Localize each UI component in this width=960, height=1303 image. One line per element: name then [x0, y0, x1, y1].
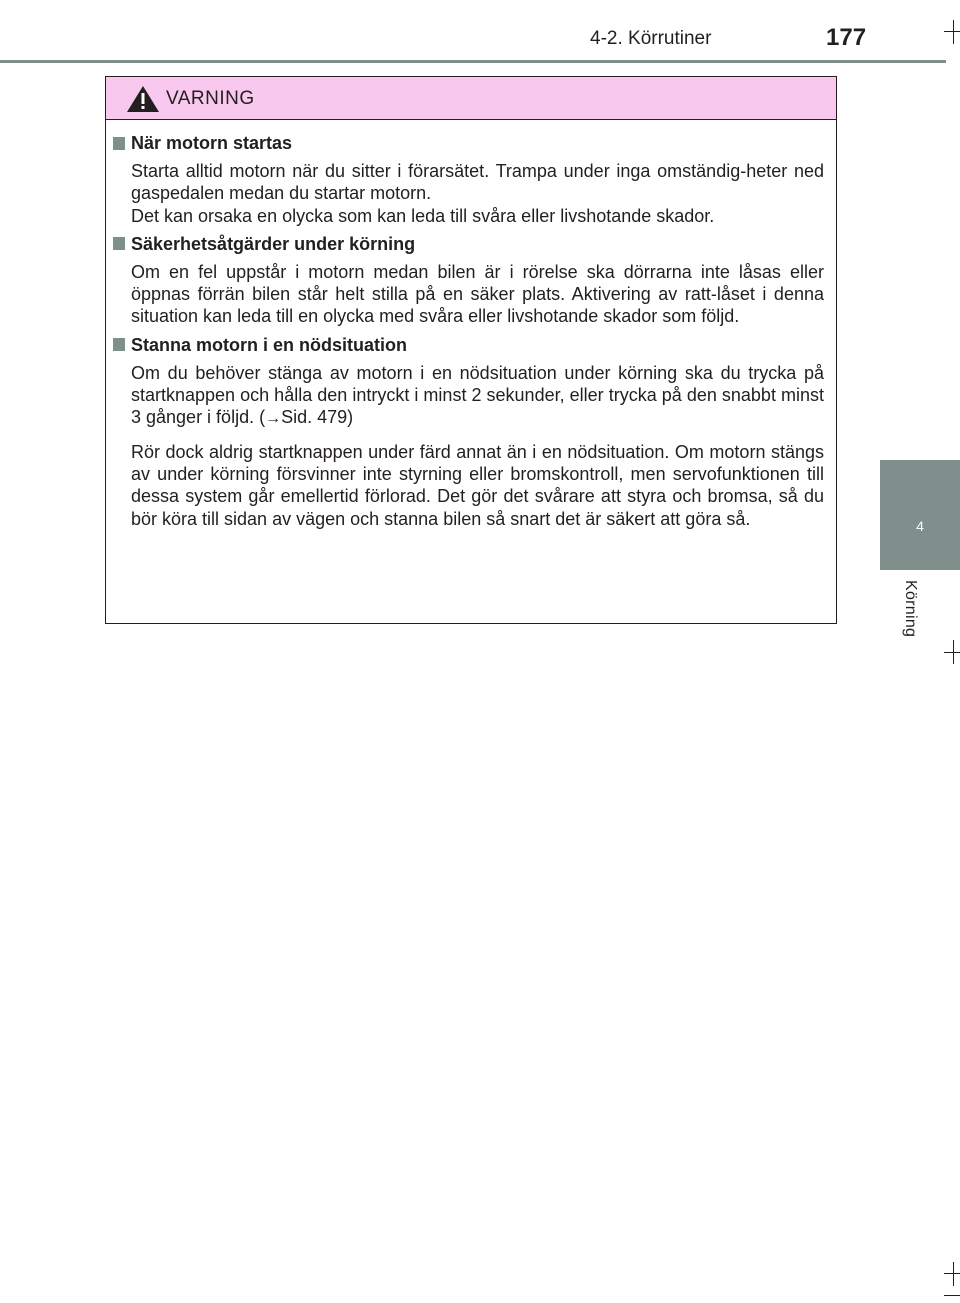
square-bullet-icon [113, 338, 125, 351]
crop-mark-bottom-h [944, 1273, 960, 1274]
warning-title: VARNING [166, 88, 255, 109]
warning-item [113, 334, 824, 530]
square-bullet-icon [113, 237, 125, 250]
warning-paragraph: Rör dock aldrig startknappen under färd annat än i en nödsituation. Om motorn stängs av under körning försvinner inte styrning eller bromskontroll, men servofunktionen till dessa system går emellertid förlorad. Det gör det svårare att styra och bromsa, så du bör köra till sidan av vägen och stanna bilen så snart det är säkert att göra så. [131, 441, 824, 529]
warning-paragraph-text: Det kan orsaka en olycka som kan leda till svåra eller livshotande skador. [131, 205, 715, 226]
warning-item-heading-text: När motorn startas [131, 133, 293, 153]
warning-paragraph: Om en fel uppstår i motorn medan bilen är i rörelse ska dörrarna inte låsas eller öppnas förrän bilen står helt stilla på en säker plats. Aktivering av ratt-låset i denna situation kan leda till en olycka med svåra eller livshotande skador som följd. [131, 261, 824, 327]
header-rule [0, 60, 946, 63]
crop-mark-bottom-h2 [944, 1295, 960, 1296]
warning-item-heading-text: Säkerhetsåtgärder under körning [131, 233, 416, 254]
warning-paragraph-text: Starta alltid motorn när du sitter i förarsätet. Trampa under inga omständig-heter ned gaspedalen medan du startar motorn. [131, 161, 824, 204]
chapter-tab [880, 460, 960, 570]
warning-paragraph-text: Om du behöver stänga av motorn i en nödsituation under körning ska du trycka på startknappen och hålla den intryckt i minst 2 sekunder, eller trycka på den snabbt minst 3 gånger i följd. ( [131, 362, 824, 428]
section-label: 4-2. Körrutiner [590, 28, 712, 49]
chapter-tab-number: 4 [916, 518, 924, 534]
warning-item-heading [113, 132, 824, 154]
page-reference-link[interactable]: Sid. 479 [281, 407, 348, 428]
crop-mark-mid-h [944, 652, 960, 653]
chapter-tab-label: Körning [902, 580, 919, 638]
reference-close: ) [347, 407, 354, 428]
warning-item-heading-text: Stanna motorn i en nödsituation [131, 334, 407, 355]
crop-mark-bottom-v [953, 1262, 954, 1286]
warning-header [106, 77, 836, 120]
arrow-right-icon: → [265, 410, 282, 428]
warning-item [113, 132, 824, 227]
crop-mark-mid-v [953, 640, 954, 664]
warning-item [113, 233, 824, 328]
page-number: 177 [826, 24, 867, 51]
warning-item-heading [113, 233, 824, 255]
warning-item-heading [113, 334, 824, 356]
crop-mark-top-h [944, 31, 960, 32]
warning-paragraph [131, 362, 824, 431]
warning-paragraph [131, 160, 824, 227]
crop-mark-top-v [953, 20, 954, 44]
square-bullet-icon [113, 137, 125, 150]
warning-triangle-icon [126, 85, 160, 113]
warning-body [106, 120, 836, 530]
warning-box [105, 76, 837, 624]
